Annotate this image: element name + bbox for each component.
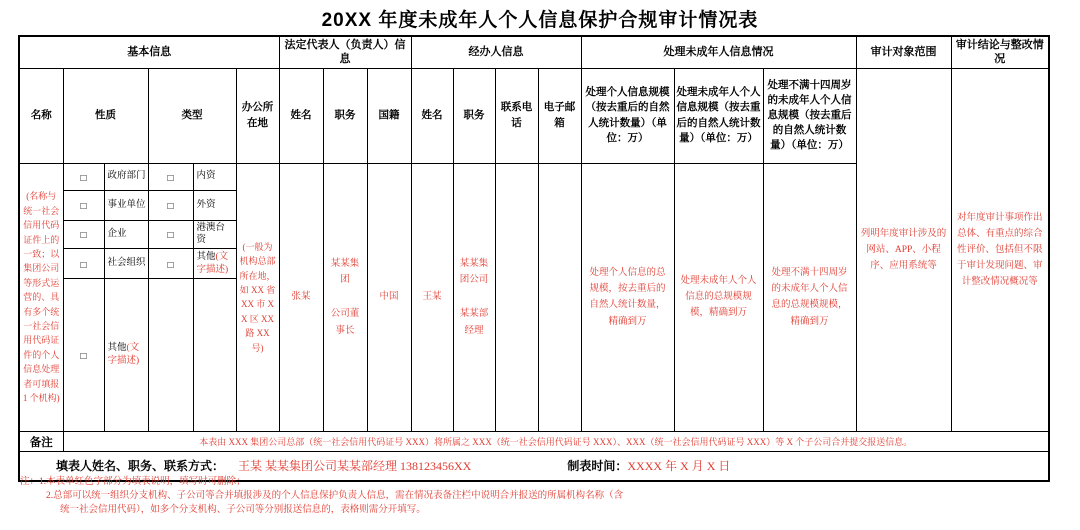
handler-title-line1: 某某集团公司	[459, 259, 489, 286]
type-domestic-label: 内资	[193, 163, 236, 190]
cell-handler-name-value: 王某	[411, 163, 453, 432]
remark-row	[19, 432, 1049, 452]
col-legal-name: 姓名	[279, 68, 323, 163]
col-phone: 联系电话	[495, 68, 538, 163]
group-legal-rep-info: 法定代表人（负责人）信息	[279, 36, 411, 68]
type-hmt-label: 港澳台资	[193, 220, 236, 249]
cell-handler-title-value	[453, 163, 495, 432]
made-date-value[interactable]: XXXX 年 X 月 X 日	[627, 459, 731, 474]
nature-gov-label: 政府部门	[104, 163, 148, 190]
checkbox-icon: □	[80, 351, 87, 363]
legal-title-line1: 某某集团	[330, 259, 360, 286]
footnotes	[20, 476, 1060, 517]
checkbox-icon: □	[80, 201, 87, 213]
checkbox-icon: □	[80, 230, 87, 242]
nature-enterprise-label: 企业	[104, 220, 148, 249]
group-basic-info: 基本信息	[19, 36, 279, 68]
group-audit-scope: 审计对象范围	[856, 36, 951, 68]
header-sub-row	[19, 68, 1049, 163]
group-minor-processing-info: 处理未成年人信息情况	[581, 36, 856, 68]
cell-email-value[interactable]	[538, 163, 581, 432]
group-audit-conclusion: 审计结论与整改情况	[951, 36, 1049, 68]
type-domestic-checkbox[interactable]	[148, 163, 193, 190]
col-email: 电子邮箱	[538, 68, 581, 163]
col-name: 名称	[19, 68, 63, 163]
col-scale-minor: 处理未成年人个人信息规模（按去重后的自然人统计数量）（单位：万）	[674, 68, 763, 163]
type-foreign-label: 外资	[193, 190, 236, 220]
nature-social-org-checkbox[interactable]	[63, 249, 104, 279]
col-legal-title: 职务	[323, 68, 367, 163]
checkbox-icon: □	[167, 201, 174, 213]
group-handler-info: 经办人信息	[411, 36, 581, 68]
footnote-line-2: 2.总部可以统一组织分支机构、子公司等合并填报涉及的个人信息保护负责人信息，需在情况表备注栏中说明合并报送的所属机构名称（含	[46, 490, 624, 501]
nature-enterprise-checkbox[interactable]	[63, 220, 104, 249]
type-other-checkbox[interactable]	[148, 249, 193, 279]
checkbox-icon: □	[167, 172, 174, 184]
nature-other-label: 其他(文字描述)	[104, 279, 148, 432]
col-handler-title: 职务	[453, 68, 495, 163]
nature-gov-checkbox[interactable]	[63, 163, 104, 190]
cell-nationality-value: 中国	[367, 163, 411, 432]
cell-scale-personal-note: 处理个人信息的总规模，按去重后的自然人统计数量，精确到万	[581, 163, 674, 432]
checkbox-icon: □	[167, 259, 174, 271]
nature-social-org-label: 社会组织	[104, 249, 148, 279]
remark-label: 备注	[19, 432, 63, 452]
cell-audit-conclusion-note: 对年度审计事项作出总体、有重点的综合性评价、包括但不限于审计发现问题、审计整改情况概况等	[951, 68, 1049, 432]
col-nature: 性质	[63, 68, 148, 163]
remark-content[interactable]: 本表由 XXX 集团公司总部（统一社会信用代码证号 XXX）将所属之 XXX（统一社会信用代码证号 XXX）、XXX（统一社会信用代码证号 XXX）等 X 个子公司合并提交报送信息。	[63, 432, 1049, 452]
footnote-line-1	[20, 476, 1060, 490]
audit-form-table	[18, 35, 1050, 482]
filler-label: 填表人姓名、职务、联系方式：	[56, 459, 225, 474]
footnote-1-text: 1.本表单红色字部分为填表说明，填写时可删除；	[39, 477, 246, 487]
type-other-label: 其他(文字描述)	[193, 249, 236, 279]
type-other-note: (文字描述)	[196, 251, 229, 275]
nature-institution-checkbox[interactable]	[63, 190, 104, 220]
cell-audit-scope-note: 列明年度审计涉及的网站、APP、小程序、应用系统等	[856, 68, 951, 432]
col-scale-under14: 处理不满十四周岁的未成年人个人信息规模（按去重后的自然人统计数量）（单位：万）	[763, 68, 856, 163]
cell-legal-name-value: 张某	[279, 163, 323, 432]
cell-legal-title-value	[323, 163, 367, 432]
cell-name-note: (名称与统一社会信用代码证件上的一致；以集团公司等形式运营的、具有多个统一社会信用代码证件的个人信息处理者可填报 1 个机构)	[19, 163, 63, 432]
type-foreign-checkbox[interactable]	[148, 190, 193, 220]
footnote-line-3: 统一社会信用代码），如多个分支机构、子公司等分别报送信息的，表格则需分开填写。	[60, 504, 426, 515]
checkbox-icon: □	[80, 172, 87, 184]
checkbox-icon: □	[167, 230, 174, 242]
cell-scale-minor-note: 处理未成年人个人信息的总规模规模，精确到万	[674, 163, 763, 432]
col-handler-name: 姓名	[411, 68, 453, 163]
cell-scale-under14-note: 处理不满十四周岁的未成年人个人信息的总规模规模，精确到万	[763, 163, 856, 432]
header-group-row	[19, 36, 1049, 68]
handler-title-line2: 某某部经理	[459, 309, 489, 336]
type-empty-checkbox-cell	[148, 279, 193, 432]
legal-title-line2: 公司董事长	[330, 309, 360, 336]
nature-other-note: (文字描述)	[107, 343, 140, 367]
type-hmt-checkbox[interactable]	[148, 220, 193, 249]
col-type: 类型	[148, 68, 236, 163]
col-nationality: 国籍	[367, 68, 411, 163]
nature-other-checkbox[interactable]	[63, 279, 104, 432]
checkbox-icon: □	[80, 259, 87, 271]
footnote-prefix: 注：	[20, 477, 40, 487]
col-office-location: 办公所在地	[236, 68, 279, 163]
col-scale-personal: 处理个人信息规模（按去重后的自然人统计数量）（单位：万）	[581, 68, 674, 163]
cell-office-note: (一般为机构总部所在地，如 XX 省 XX 市 XX 区 XX 路 XX 号)	[236, 163, 279, 432]
page-title: 20XX 年度未成年人个人信息保护合规审计情况表	[321, 10, 759, 31]
type-empty-label-cell	[193, 279, 236, 432]
nature-institution-label: 事业单位	[104, 190, 148, 220]
filler-value[interactable]: 王某 某某集团公司某某部经理 138123456XX	[238, 459, 472, 474]
made-date-label: 制表时间：	[567, 459, 628, 474]
cell-phone-value[interactable]	[495, 163, 538, 432]
